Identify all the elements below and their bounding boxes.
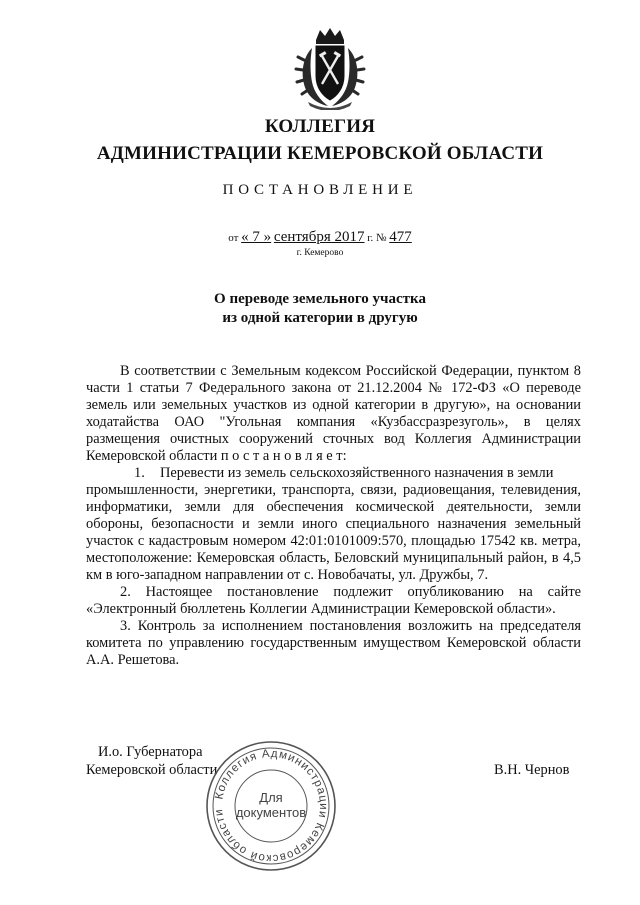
org-title-line1: КОЛЛЕГИЯ [264,116,376,137]
clause-2 [86,584,581,618]
clause-number: 1. [134,465,145,481]
city: г. Кемерово [296,248,344,258]
document-type: ПОСТАНОВЛЕНИЕ [222,182,418,198]
date-number-line [0,229,640,246]
org-title-line2: АДМИНИСТРАЦИИ КЕМЕРОВСКОЙ ОБЛАСТИ [96,143,544,164]
subject-line2: из одной категории в другую [222,310,418,326]
date-month-year: сентября 2017 [273,229,365,245]
clause-1 [86,465,581,584]
signatory-position [86,743,217,779]
date-prefix: от [228,232,239,244]
coat-of-arms-icon [294,26,366,110]
stamp-ring-text: Коллегия Администрации Кемеровской области [212,747,330,865]
clause-number: 2. [120,584,131,600]
clause-3 [86,618,581,669]
position-line1: И.о. Губернатора [98,744,203,760]
position-line2: Кемеровской области [86,762,218,778]
date-day: « 7 » [241,229,272,245]
preamble: В соответствии с Земельным кодексом Российской Федерации, пунктом 8 части 1 статьи 7 Федерального закона от 21.12.2004 № 172-ФЗ «О переводе земель или земельных участков из одной категории в другую», на основании ходатайства ОАО "Угольная компания «Кузбассразрезуголь», в целях размещения очистных сооружений сточных вод Коллегия Администрации Кемеровской области п о с т а н о в л я е т: [86,363,581,464]
clause-number: 3. [120,618,131,634]
clause-text: Настоящее постановление подлежит опубликованию на сайте «Электронный бюллетень Коллегии Администрации Кемеровской области». [86,584,581,617]
stamp-seal [203,738,339,874]
date-year-suffix: г. [367,232,374,244]
clause-text: Контроль за исполнением постановления возложить на председателя комитета по управлению государственным имуществом Кемеровской области А.А. Решетова. [86,618,581,668]
document-subject [0,290,640,328]
document-number: 477 [389,229,412,245]
stamp-center-line2: документов [235,805,307,820]
clause-first-line: Перевести из земель сельскохозяйственного назначения в земли [160,465,554,481]
signatory-name: В.Н. Чернов [494,762,570,778]
clause-text: промышленности, энергетики, транспорта, связи, радиовещания, телевидения, информатики, земли для обеспечения космической деятельности, земли обороны, безопасности и земли иного специального назначения земельный участок с кадастровым номером 42:01:0101009:570, площадью 17542 кв. метра, местоположение: Кемеровская область, Беловский муниципальный район, в 4,5 км в юго-западном направлении от с. Новобачаты, ул. Дружбы, 7. [86,482,581,583]
subject-line1: О переводе земельного участка [214,291,426,307]
stamp-center-line1: Для [259,790,283,805]
number-sign: № [376,232,387,244]
document-body [86,363,581,669]
